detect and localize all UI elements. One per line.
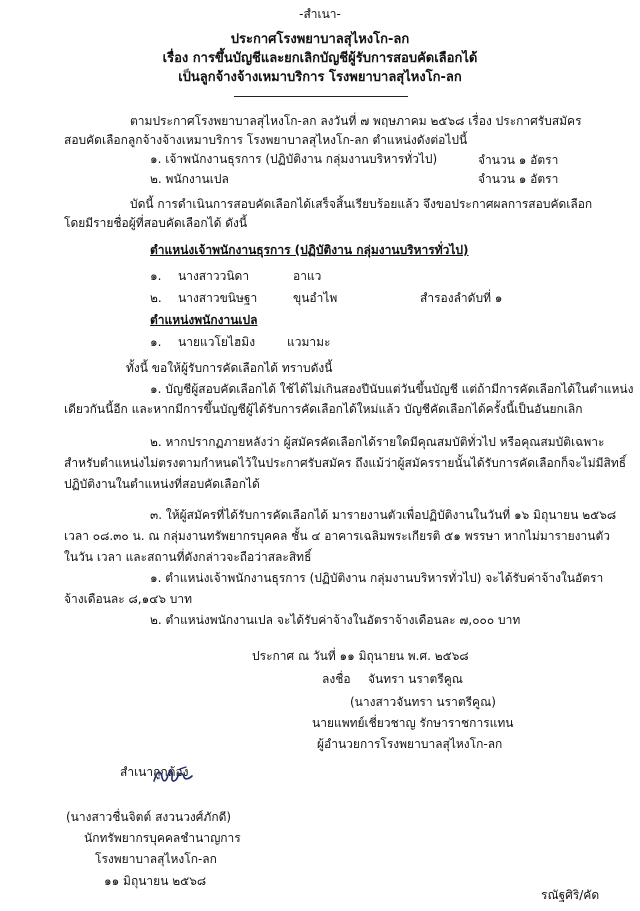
subject-line-1: เรื่อง การขึ้นบัญชีและยกเลิกบัญชีผู้รับการสอบคัดเลือกได้: [162, 51, 478, 66]
announce-date: ประกาศ ณ วันที่ ๑๑ มิถุนายน พ.ศ. ๒๕๖๘: [252, 649, 469, 663]
condition-3-line-3: ในวัน เวลา และสถานที่ดังกล่าวจะถือว่าสละสิทธิ์: [64, 550, 312, 564]
section-heading-clerk: ตำแหน่งเจ้าพนักงานธุรการ (ปฏิบัติงาน กลุ่มงานบริหารทั่วไป): [150, 243, 469, 257]
subject-line-2: เป็นลูกจ้างจ้างเหมาบริการ โรงพยาบาลสุไหงโก-ลก: [178, 70, 462, 85]
page-title: ประกาศโรงพยาบาลสุไหงโก-ลก: [230, 32, 410, 47]
typist-initials: รณัฐศิริ/คัด: [541, 888, 600, 902]
condition-2-line-3: ปฏิบัติงานในตำแหน่งที่สอบคัดเลือกได้: [64, 477, 260, 491]
position-2-label: ๒. พนักงานเปล: [150, 172, 229, 186]
sign-label: ลงชื่อ: [322, 672, 351, 686]
list-item-first-name: นายแวโยไฮมิง: [178, 335, 256, 349]
handwritten-signature-icon: [150, 763, 198, 789]
position-2-count: จำนวน ๑ อัตรา: [478, 172, 559, 186]
wage-1-line-1: ๑. ตำแหน่งเจ้าพนักงานธุรการ (ปฏิบัติงาน กลุ่มงานบริหารทั่วไป) จะได้รับค่าจ้างในอัตรา: [150, 571, 604, 585]
certify-org: โรงพยาบาลสุไหงโก-ลก: [95, 852, 217, 866]
list-item-last-name: อาแว: [293, 269, 322, 283]
list-item-number: ๑.: [150, 269, 162, 283]
list-item-number: ๒.: [150, 291, 162, 305]
wage-1-line-2: จ้างเดือนละ ๘,๑๔๖ บาท: [64, 592, 193, 606]
list-item-last-name: ขุนอำไพ: [293, 291, 338, 305]
condition-2-line-2: สำหรับตำแหน่งไม่ตรงตามกำหนดไว้ในประกาศรับสมัคร ถึงแม้ว่าผู้สมัครรายนั้นได้รับการคัดเลือกก็จะไม่มีสิทธิ์: [64, 456, 627, 470]
condition-2-line-1: ๒. หากปรากฏภายหลังว่า ผู้สมัครคัดเลือกได้รายใดมีคุณสมบัติทั่วไป หรือคุณสมบัติเฉพาะ: [150, 435, 605, 449]
conditions-intro: ทั้งนี้ ขอให้ผู้รับการคัดเลือกได้ ทราบดังนี้: [126, 361, 333, 375]
intro-line-2: สอบคัดเลือกลูกจ้างจ้างเหมาบริการ โรงพยาบาลสุไหงโก-ลก ตำแหน่งดังต่อไปนี้: [64, 133, 468, 147]
position-1-label: ๑. เจ้าพนักงานธุรการ (ปฏิบัติงาน กลุ่มงานบริหารทั่วไป): [150, 152, 438, 166]
signer-acting-role: นายแพทย์เชี่ยวชาญ รักษาราชการแทน: [312, 716, 514, 730]
signer-full-name: (นางสาวจันทรา นราตรีคูณ): [350, 695, 496, 709]
certify-name: (นางสาวชื่นจิตต์ สงวนวงศ์ภักดี): [66, 810, 232, 824]
result-line-2: โดยมีรายชื่อผู้ที่สอบคัดเลือกได้ ดังนี้: [64, 216, 248, 230]
intro-line-1: ตามประกาศโรงพยาบาลสุไหงโก-ลก ลงวันที่ ๗ พฤษภาคม ๒๕๖๘ เรื่อง ประกาศรับสมัคร: [130, 114, 582, 128]
result-line-1: บัดนี้ การดำเนินการสอบคัดเลือกได้เสร็จสิ้นเรียบร้อยแล้ว จึงขอประกาศผลการสอบคัดเลือก: [130, 197, 593, 211]
certify-date: ๑๑ มิถุนายน ๒๕๖๘: [104, 874, 207, 888]
signer-signature-name: จันทรา นราตรีคูณ: [368, 672, 463, 686]
copy-mark: -สำเนา-: [299, 7, 341, 21]
signer-position: ผู้อำนวยการโรงพยาบาลสุไหงโก-ลก: [317, 737, 503, 751]
list-item-first-name: นางสาวขนิษฐา: [178, 291, 258, 305]
certify-position: นักทรัพยากรบุคคลชำนาญการ: [84, 831, 241, 845]
condition-1-line-1: ๑. บัญชีผู้สอบคัดเลือกได้ ใช้ได้ไม่เกินสองปีนับแต่วันขึ้นบัญชี แต่ถ้ามีการคัดเลือกได้ในตำแหน่ง: [150, 382, 634, 396]
list-item-reserve-note: สำรองลำดับที่ ๑: [420, 291, 503, 305]
list-item-last-name: แวมามะ: [287, 335, 331, 349]
condition-3-line-2: เวลา ๐๘.๓๐ น. ณ กลุ่มงานทรัพยากรบุคคล ชั้น ๔ อาคารเฉลิมพระเกียรติ ๕๑ พรรษา หากไม่มารายงานตัว: [64, 529, 611, 543]
condition-1-line-2: เดียวกันนี้อีก และหากมีการขึ้นบัญชีผู้ได้รับการคัดเลือกได้ใหม่แล้ว บัญชีคัดเลือกได้ครั้งนี้เป็นอันยกเลิก: [64, 402, 583, 416]
wage-2-line-1: ๒. ตำแหน่งพนักงานเปล จะได้รับค่าจ้างในอัตราจ้างเดือนละ ๗,๐๐๐ บาท: [150, 613, 521, 627]
condition-3-line-1: ๓. ให้ผู้สมัครที่ได้รับการคัดเลือกได้ มารายงานตัวเพื่อปฏิบัติงานในวันที่ ๑๖ มิถุนายน ๒๕๖๘: [150, 508, 617, 522]
header-divider: [234, 96, 408, 97]
position-1-count: จำนวน ๑ อัตรา: [478, 153, 559, 167]
section-heading-porter: ตำแหน่งพนักงานเปล: [150, 313, 258, 327]
list-item-number: ๑.: [150, 335, 162, 349]
list-item-first-name: นางสาววนิดา: [178, 269, 250, 283]
certify-label: สำเนาถูกต้อง: [120, 765, 189, 779]
